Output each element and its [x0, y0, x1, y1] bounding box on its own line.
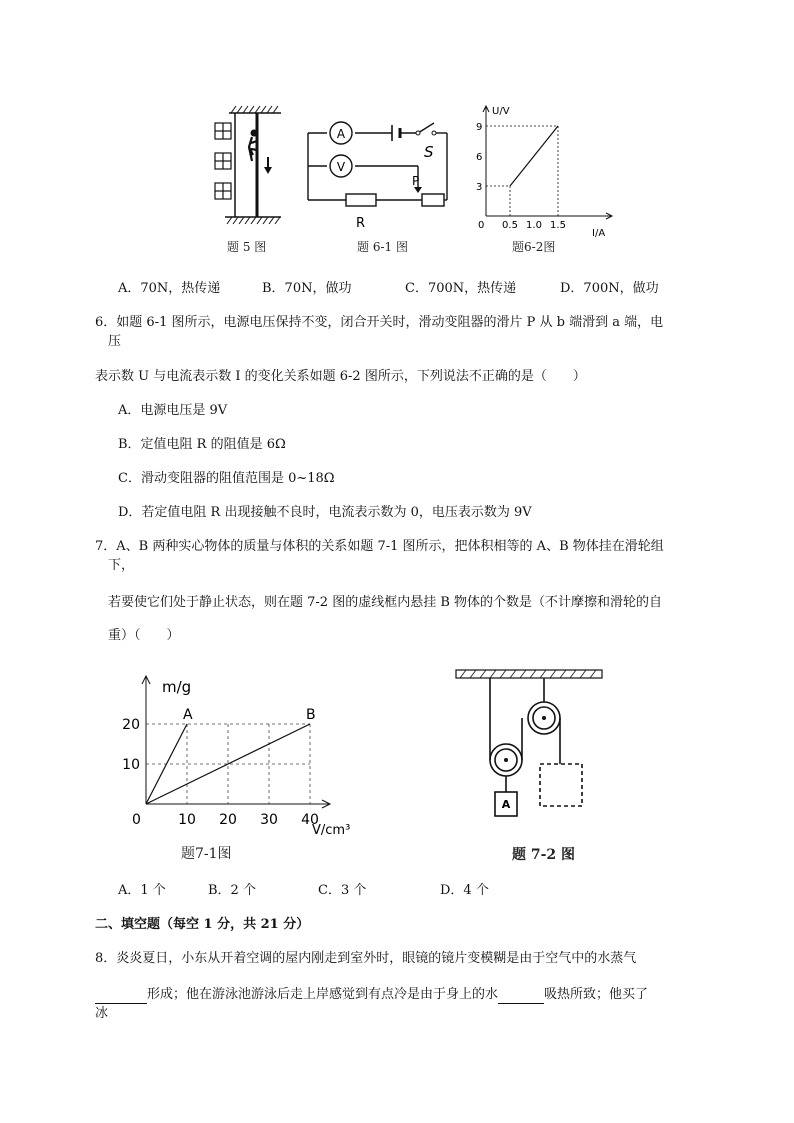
fig71-xtick-2: 30	[260, 812, 278, 828]
fig71-origin: 0	[132, 812, 141, 828]
q8-line3: 冰	[95, 1006, 109, 1021]
fig71-ytick-1: 20	[122, 717, 140, 733]
ammeter-label: A	[336, 127, 346, 141]
fig62-ytick-2: 9	[476, 122, 483, 133]
fig72-box-label: A	[501, 798, 511, 811]
figure-7-1-caption: 题7-1图	[181, 846, 232, 862]
figure-7-2-caption: 题 7-2 图	[512, 847, 576, 863]
q7-option-d: D．4 个	[440, 883, 489, 898]
q6-stem-line2: 表示数 U 与电流表示数 I 的变化关系如题 6-2 图所示，下列说法不正确的是（ ）	[95, 369, 586, 384]
resistor-label: R	[356, 216, 366, 231]
figure-6-1-circuit	[300, 115, 460, 235]
q7-option-c: C．3 个	[318, 883, 367, 898]
voltmeter-label: V	[336, 160, 346, 174]
fig62-xlabel: I/A	[592, 228, 606, 239]
q7-stem-line2: 若要使它们处于静止状态，则在题 7-2 图的虚线框内悬挂 B 物体的个数是（不计摩擦和滑轮的自	[108, 595, 663, 610]
q8-blank-2[interactable]	[498, 989, 544, 1004]
q6-stem-line1: 6．如题 6-1 图所示，电源电压保持不变，闭合开关时，滑动变阻器的滑片 P 从 b 端滑到 a 端，电	[95, 315, 664, 330]
fig71-xtick-0: 10	[178, 812, 196, 828]
figure-7-1-chart	[112, 668, 351, 838]
q8-blank-1[interactable]	[95, 989, 147, 1004]
slider-label: P	[412, 174, 420, 188]
q6-option-c: C．滑动变阻器的阻值范围是 0~18Ω	[118, 471, 335, 486]
q7-stem-line1-wrap: 下，	[108, 558, 135, 573]
fig62-ytick-0: 3	[476, 182, 483, 193]
figure-6-2-chart	[472, 100, 622, 240]
q7-option-b: B．2 个	[208, 883, 256, 898]
q5-option-b: B．70N，做功	[262, 281, 352, 296]
q5-option-a: A．70N，热传递	[118, 281, 221, 296]
fig62-xtick-2: 1.5	[550, 220, 566, 231]
fig71-xlabel: V/cm³	[312, 823, 351, 838]
q6-option-b: B．定值电阻 R 的阻值是 6Ω	[118, 437, 286, 452]
fig71-ytick-0: 10	[122, 757, 140, 773]
figure-7-2-pulleys	[450, 664, 610, 824]
q7-stem-line1: 7．A、B 两种实心物体的质量与体积的关系如题 7-1 图所示，把体积相等的 A、B 物体挂在滑轮组	[95, 539, 664, 554]
q8-line2	[95, 986, 648, 1004]
figure-5	[205, 103, 285, 228]
figure-6-1-caption: 题 6-1 图	[357, 240, 408, 254]
q5-option-d: D．700N，做功	[560, 281, 659, 296]
fig71-ylabel: m/g	[162, 678, 192, 696]
switch-label: S	[424, 143, 434, 161]
fig71-series-label-A: A	[183, 707, 193, 723]
fig62-xtick-0: 0.5	[502, 220, 518, 231]
q6-option-d: D．若定值电阻 R 出现接触不良时，电流表示数为 0，电压表示数为 9V	[118, 505, 532, 520]
fig71-series-label-B: B	[306, 707, 316, 723]
section-2-heading: 二、填空题（每空 1 分，共 21 分）	[95, 917, 310, 932]
figure-6-2-caption: 题6-2图	[512, 240, 556, 254]
q8-part2: 吸热所致；他买了	[544, 987, 649, 1002]
q5-option-c: C．700N，热传递	[405, 281, 517, 296]
q8-part1: 形成；他在游泳池游泳后走上岸感觉到有点冷是由于身上的水	[147, 987, 499, 1002]
q6-stem-line1-wrap: 压	[108, 334, 122, 349]
fig62-xtick-1: 1.0	[526, 220, 542, 231]
q8-line1: 8．炎炎夏日，小东从开着空调的屋内刚走到室外时，眼镜的镜片变模糊是由于空气中的水蒸气	[95, 951, 637, 966]
figure-5-caption: 题 5 图	[227, 240, 267, 254]
fig71-xtick-3: 40	[301, 812, 319, 828]
q6-option-a: A．电源电压是 9V	[118, 403, 228, 418]
q7-stem-line3: 重）（ ）	[108, 628, 180, 643]
q7-option-a: A．1 个	[118, 883, 166, 898]
fig71-xtick-1: 20	[219, 812, 237, 828]
fig62-ytick-1: 6	[476, 152, 483, 163]
fig62-ylabel: U/V	[492, 106, 510, 117]
fig62-series-line	[510, 126, 558, 186]
fig62-origin: 0	[478, 220, 485, 231]
